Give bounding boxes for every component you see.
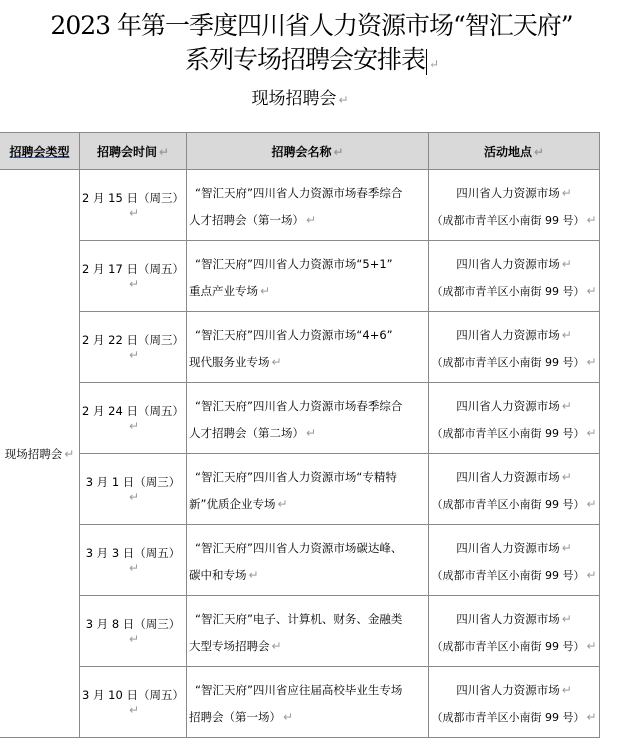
fair-name-line1: “智汇天府”电子、计算机、财务、金融类 bbox=[195, 612, 403, 626]
paragraph-mark-icon: ↵ bbox=[277, 497, 288, 511]
fair-name-line1: “智汇天府”四川省应往届高校毕业生专场 bbox=[195, 683, 403, 697]
paragraph-mark-icon: ↵ bbox=[586, 284, 597, 298]
fair-name-line2: 新”优质企业专场 ↵ bbox=[189, 497, 288, 511]
paragraph-mark-icon: ↵ bbox=[586, 710, 597, 724]
paragraph-mark-icon: ↵ bbox=[128, 703, 140, 717]
fair-name-line1: “智汇天府”四川省人力资源市场“专精特 bbox=[195, 470, 397, 484]
fair-name-line1: “智汇天府”四川省人力资源市场碳达峰、 bbox=[195, 541, 403, 555]
paragraph-mark-icon: ↵ bbox=[128, 419, 140, 433]
fair-time-cell: 3 月 1 日（周三）↵ bbox=[80, 454, 187, 525]
fair-location-cell bbox=[429, 454, 600, 525]
fair-time-cell: 3 月 3 日（周五）↵ bbox=[80, 525, 187, 596]
paragraph-mark-icon: ↵ bbox=[158, 144, 170, 159]
paragraph-mark-icon: ↵ bbox=[128, 348, 140, 362]
location-venue: 四川省人力资源市场 ↵ bbox=[456, 257, 572, 271]
paragraph-mark-icon: ↵ bbox=[561, 612, 572, 626]
location-address: （成都市青羊区小南街 99 号） ↵ bbox=[431, 426, 597, 440]
paragraph-mark-icon: ↵ bbox=[561, 541, 572, 555]
table-row bbox=[0, 170, 600, 241]
paragraph-mark-icon: ↵ bbox=[128, 561, 140, 575]
location-address: （成都市青羊区小南街 99 号） ↵ bbox=[431, 497, 597, 511]
paragraph-mark-icon: ↵ bbox=[586, 426, 597, 440]
fair-location-cell bbox=[429, 525, 600, 596]
fair-name-line2: 碳中和专场 ↵ bbox=[189, 568, 259, 582]
document-title-line2: 系列专场招聘会安排表 ↵ bbox=[184, 45, 439, 74]
fair-name-cell bbox=[187, 596, 429, 667]
fair-location-cell bbox=[429, 241, 600, 312]
table-row bbox=[0, 241, 600, 312]
paragraph-mark-icon: ↵ bbox=[561, 683, 572, 697]
location-address: （成都市青羊区小南街 99 号） ↵ bbox=[431, 568, 597, 582]
fair-location-cell bbox=[429, 170, 600, 241]
header-location: 活动地点 ↵ bbox=[429, 133, 600, 170]
section-subtitle: 现场招聘会 ↵ bbox=[251, 89, 349, 109]
schedule-table bbox=[0, 132, 600, 738]
fair-time-cell: 2 月 15 日（周三）↵ bbox=[80, 170, 187, 241]
paragraph-mark-icon: ↵ bbox=[561, 257, 572, 271]
paragraph-mark-icon: ↵ bbox=[561, 328, 572, 342]
fair-time-cell: 2 月 22 日（周三）↵ bbox=[80, 312, 187, 383]
paragraph-mark-icon: ↵ bbox=[586, 355, 597, 369]
location-address: （成都市青羊区小南街 99 号） ↵ bbox=[431, 710, 597, 724]
fair-name-cell bbox=[187, 312, 429, 383]
header-name: 招聘会名称 ↵ bbox=[187, 133, 429, 170]
text-cursor bbox=[426, 49, 427, 75]
paragraph-mark-icon: ↵ bbox=[306, 213, 317, 227]
paragraph-mark-icon: ↵ bbox=[64, 446, 75, 461]
fair-name-cell bbox=[187, 454, 429, 525]
fair-name-line2: 招聘会（第一场） ↵ bbox=[189, 710, 294, 724]
paragraph-mark-icon: ↵ bbox=[128, 490, 140, 504]
paragraph-mark-icon: ↵ bbox=[271, 355, 282, 369]
paragraph-mark-icon: ↵ bbox=[561, 399, 572, 413]
location-address: （成都市青羊区小南街 99 号） ↵ bbox=[431, 213, 597, 227]
fair-name-line1: “智汇天府”四川省人力资源市场春季综合 bbox=[195, 399, 403, 413]
table-row bbox=[0, 525, 600, 596]
fair-name-cell bbox=[187, 525, 429, 596]
fair-type-cell bbox=[0, 170, 80, 738]
fair-name-line2: 大型专场招聘会 ↵ bbox=[189, 639, 282, 653]
fair-time-cell: 3 月 8 日（周三）↵ bbox=[80, 596, 187, 667]
fair-time-cell: 2 月 24 日（周五）↵ bbox=[80, 383, 187, 454]
location-venue: 四川省人力资源市场 ↵ bbox=[456, 186, 572, 200]
location-address: （成都市青羊区小南街 99 号） ↵ bbox=[431, 639, 597, 653]
paragraph-mark-icon: ↵ bbox=[128, 277, 140, 291]
table-row bbox=[0, 383, 600, 454]
paragraph-mark-icon: ↵ bbox=[333, 144, 344, 159]
fair-name-cell bbox=[187, 667, 429, 738]
table-row bbox=[0, 667, 600, 738]
paragraph-mark-icon: ↵ bbox=[428, 57, 439, 71]
paragraph-mark-icon: ↵ bbox=[586, 213, 597, 227]
location-venue: 四川省人力资源市场 ↵ bbox=[456, 683, 572, 697]
paragraph-mark-icon: ↵ bbox=[586, 497, 597, 511]
fair-location-cell bbox=[429, 667, 600, 738]
paragraph-mark-icon: ↵ bbox=[248, 568, 259, 582]
table-row bbox=[0, 454, 600, 525]
location-address: （成都市青羊区小南街 99 号） ↵ bbox=[431, 284, 597, 298]
fair-name-line1: “智汇天府”四川省人力资源市场“4+6” bbox=[195, 328, 393, 342]
paragraph-mark-icon: ↵ bbox=[271, 639, 282, 653]
header-time: 招聘会时间 ↵ bbox=[80, 133, 187, 170]
fair-name-cell bbox=[187, 170, 429, 241]
fair-name-cell bbox=[187, 241, 429, 312]
fair-name-line1: “智汇天府”四川省人力资源市场“5+1” bbox=[195, 257, 393, 271]
fair-name-line2: 人才招聘会（第一场） ↵ bbox=[189, 213, 317, 227]
fair-time-cell: 3 月 10 日（周五）↵ bbox=[80, 667, 187, 738]
location-venue: 四川省人力资源市场 ↵ bbox=[456, 612, 572, 626]
paragraph-mark-icon: ↵ bbox=[260, 284, 271, 298]
fair-time-cell: 2 月 17 日（周五）↵ bbox=[80, 241, 187, 312]
table-header-row bbox=[0, 133, 600, 170]
fair-name-line1: “智汇天府”四川省人力资源市场春季综合 bbox=[195, 186, 403, 200]
paragraph-mark-icon: ↵ bbox=[128, 206, 140, 220]
location-venue: 四川省人力资源市场 ↵ bbox=[456, 541, 572, 555]
paragraph-mark-icon: ↵ bbox=[586, 639, 597, 653]
paragraph-mark-icon: ↵ bbox=[586, 568, 597, 582]
paragraph-mark-icon: ↵ bbox=[306, 426, 317, 440]
paragraph-mark-icon: ↵ bbox=[561, 470, 572, 484]
fair-location-cell bbox=[429, 596, 600, 667]
location-venue: 四川省人力资源市场 ↵ bbox=[456, 399, 572, 413]
fair-name-line2: 人才招聘会（第二场） ↵ bbox=[189, 426, 317, 440]
location-address: （成都市青羊区小南街 99 号） ↵ bbox=[431, 355, 597, 369]
fair-name-cell bbox=[187, 383, 429, 454]
fair-type-label: 现场招聘会 bbox=[4, 446, 63, 461]
location-venue: 四川省人力资源市场 ↵ bbox=[456, 470, 572, 484]
paragraph-mark-icon: ↵ bbox=[561, 186, 572, 200]
paragraph-mark-icon: ↵ bbox=[283, 710, 294, 724]
document-title-line1: 2023 年第一季度四川省人力资源市场“智汇天府” bbox=[50, 11, 573, 40]
paragraph-mark-icon: ↵ bbox=[128, 632, 140, 646]
location-venue: 四川省人力资源市场 ↵ bbox=[456, 328, 572, 342]
header-type: 招聘会类型 bbox=[0, 133, 80, 170]
fair-location-cell bbox=[429, 312, 600, 383]
fair-name-line2: 现代服务业专场 ↵ bbox=[189, 355, 282, 369]
paragraph-mark-icon: ↵ bbox=[338, 93, 349, 107]
paragraph-mark-icon: ↵ bbox=[533, 144, 545, 159]
fair-location-cell bbox=[429, 383, 600, 454]
table-row bbox=[0, 312, 600, 383]
table-row bbox=[0, 596, 600, 667]
fair-name-line2: 重点产业专场 ↵ bbox=[189, 284, 271, 298]
